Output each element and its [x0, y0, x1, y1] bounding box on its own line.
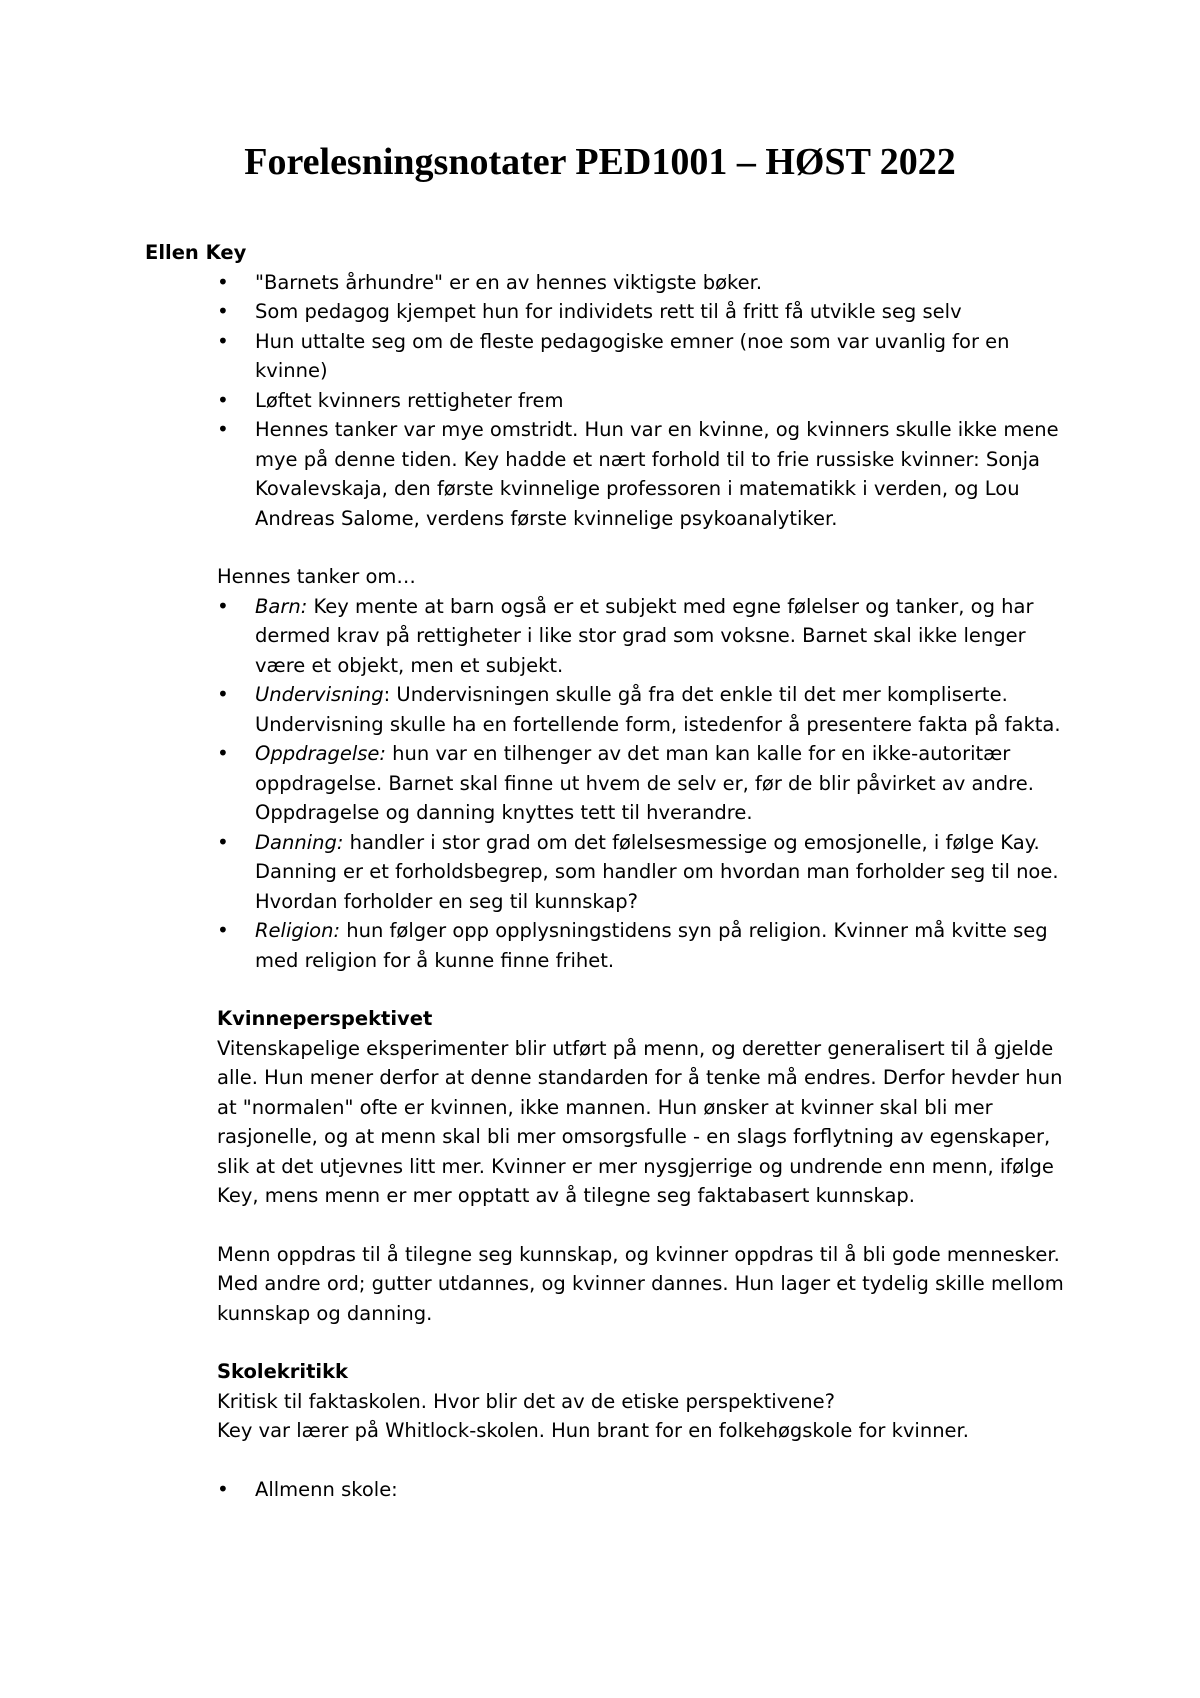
term-barn: Barn: — [255, 594, 308, 618]
kvinneperspektivet-paragraph-2: Menn oppdras til å tilegne seg kunnskap, og kvinner oppdras til å bli gode mennesker. Med andre ord; gutter utdannes, og kvinner dannes. Hun lager et tydelig skille mellom kunnskap og danning. — [217, 1242, 1064, 1325]
document-body — [145, 238, 1075, 1504]
section-heading-kvinneperspektivet: Kvinneperspektivet — [217, 1007, 433, 1030]
item-text: handler i stor grad om det følelsesmessige og emosjonelle, i følge Kay. Danning er et forholdsbegrep, som handler om hvordan man forholder seg til noe. Hvordan forholder en seg til kunnskap? — [255, 830, 1059, 913]
list-item: • "Barnets århundre" er en av hennes viktigste bøker. — [109, 268, 1075, 298]
list-item — [109, 828, 1075, 917]
term-religion: Religion: — [255, 919, 341, 942]
item-text: hun var en tilhenger av det man kan kalle for en ikke-autoritær oppdragelse. Barnet skal finne ut hvem de selv er, før de blir påvirket av andre. Oppdragelse og danning knyttes tett til hverandre. — [255, 742, 1034, 824]
document-title: Forelesningsnotater PED1001 – HØST 2022 — [244, 141, 956, 183]
list-item: • Løftet kvinners rettigheter frem — [109, 386, 1075, 416]
list-item — [109, 916, 1075, 975]
list-item: • Hun uttalte seg om de fleste pedagogiske emner (noe som var uvanlig for en kvinne) — [109, 327, 1075, 386]
term-oppdragelse: Oppdragelse: — [255, 742, 386, 765]
section-heading-ellen-key: Ellen Key — [145, 241, 247, 264]
item-text: Key mente at barn også er et subjekt med egne følelser og tanker, og har dermed krav på rettigheter i like stor grad som voksne. Barnet skal ikke lenger være et objekt, men et subjekt. — [255, 594, 1034, 677]
thoughts-list — [109, 592, 1075, 976]
thoughts-intro: Hennes tanker om… — [217, 565, 416, 588]
skolekritikk-line-1: Kritisk til faktaskolen. Hvor blir det av de etiske perspektivene? — [217, 1389, 835, 1413]
skolekritikk-line-2: Key var lærer på Whitlock-skolen. Hun brant for en folkehøgskole for kvinner. — [217, 1419, 969, 1442]
ellen-key-list — [109, 268, 1075, 534]
skolekritikk-list — [109, 1475, 1075, 1505]
term-undervisning: Undervisning — [255, 683, 384, 706]
list-item: • Hennes tanker var mye omstridt. Hun var en kvinne, og kvinners skulle ikke mene mye på denne tiden. Key hadde et nært forhold til to frie russiske kvinner: Sonja Kovalevskaja, den første kvinnelige professoren i matematikk i verden, og Lou Andreas Salome, verdens første kvinnelige psykoanalytiker. — [109, 415, 1075, 533]
list-item — [109, 739, 1075, 828]
list-item — [109, 680, 1075, 739]
list-item — [109, 592, 1075, 681]
term-danning: Danning: — [255, 830, 344, 854]
list-item: • Som pedagog kjempet hun for individets rett til å fritt få utvikle seg selv — [109, 297, 1075, 327]
item-text: hun følger opp opplysningstidens syn på religion. Kvinner må kvitte seg med religion for å kunne finne frihet. — [255, 919, 1048, 972]
item-text: : Undervisningen skulle gå fra det enkle til det mer kompliserte. Undervisning skulle ha en fortellende form, istedenfor å presentere fakta på fakta. — [255, 683, 1061, 736]
section-heading-skolekritikk: Skolekritikk — [217, 1360, 349, 1383]
kvinneperspektivet-paragraph-1: Vitenskapelige eksperimenter blir utført på menn, og deretter generalisert til å gjelde alle. Hun mener derfor at denne standarden for å tenke må endres. Derfor hevder hun at "normalen" ofte er kvinnen, ikke mannen. Hun ønsker at kvinner skal bli mer rasjonelle, og at menn skal bli mer omsorgsfulle - en slags forflytning av egenskaper, slik at det utjevnes litt mer. Kvinner er mer nysgjerrige og undrende enn menn, ifølge Key, mens menn er mer opptatt av å tilegne seg faktabasert kunnskap. — [217, 1036, 1063, 1207]
list-item: • Allmenn skole: — [109, 1475, 1075, 1505]
